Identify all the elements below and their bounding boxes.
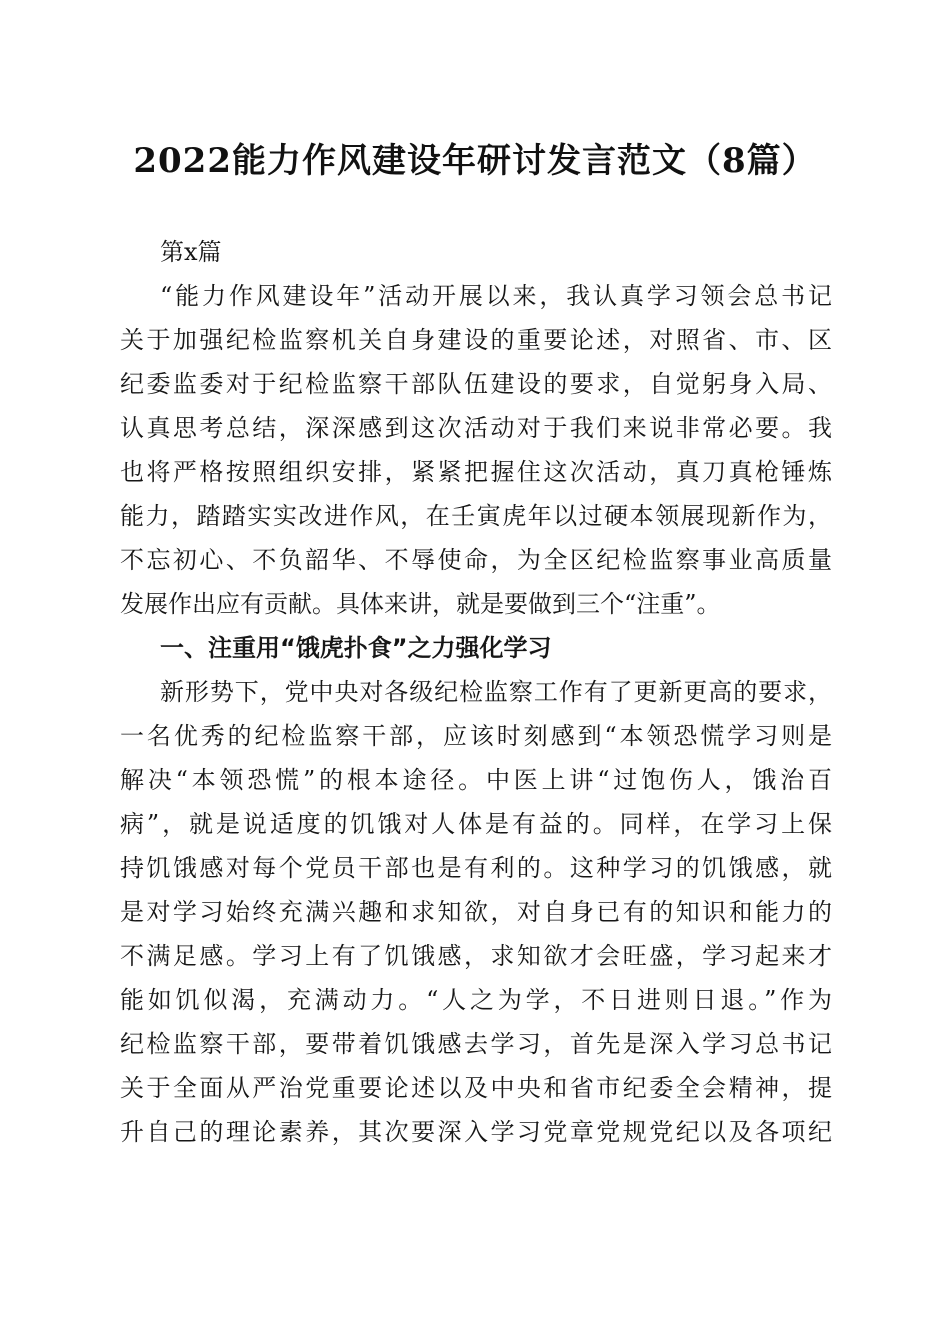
paragraph-line: 能力，踏踏实实改进作风，在壬寅虎年以过硬本领展现新作为， (120, 502, 832, 530)
paragraph-line: 持饥饿感对每个党员干部也是有利的。这种学习的饥饿感，就 (120, 854, 832, 882)
paragraph-line: 不忘初心、不负韶华、不辱使命，为全区纪检监察事业高质量 (120, 546, 832, 574)
paragraph-line: 纪委监委对于纪检监察干部队伍建设的要求，自觉躬身入局、 (120, 370, 832, 398)
paragraph-2 (120, 670, 832, 1154)
paragraph-line: 纪检监察干部，要带着饥饿感去学习，首先是深入学习总书记 (120, 1030, 832, 1058)
paragraph-line: 也将严格按照组织安排，紧紧把握住这次活动，真刀真枪锤炼 (120, 458, 832, 486)
paragraph-line: 升自己的理论素养，其次要深入学习党章党规党纪以及各项纪 (120, 1118, 832, 1146)
paragraph-line: 一名优秀的纪检监察干部，应该时刻感到“本领恐慌学习则是 (120, 722, 832, 750)
paragraph-line: 不满足感。学习上有了饥饿感，求知欲才会旺盛，学习起来才 (120, 942, 832, 970)
paragraph-1 (120, 274, 832, 626)
document-body (120, 230, 832, 1154)
paragraph-line: 能如饥似渴，充满动力。“人之为学，不日进则日退。”作为 (120, 986, 832, 1014)
paragraph-line: 认真思考总结，深深感到这次活动对于我们来说非常必要。我 (120, 414, 832, 442)
paragraph-line: 发展作出应有贡献。具体来讲，就是要做到三个“注重”。 (120, 590, 721, 618)
paragraph-line: 新形势下，党中央对各级纪检监察工作有了更新更高的要求， (160, 678, 832, 706)
paragraph-line: 关于全面从严治党重要论述以及中央和省市纪委全会精神，提 (120, 1074, 832, 1102)
paragraph-line: 是对学习始终充满兴趣和求知欲，对自身已有的知识和能力的 (120, 898, 832, 926)
document-title: 2022能力作风建设年研讨发言范文（8篇） (133, 141, 817, 181)
paragraph-line: “能力作风建设年”活动开展以来，我认真学习领会总书记 (160, 282, 832, 310)
section-label: 第x篇 (160, 238, 222, 266)
paragraph-line: 解决“本领恐慌”的根本途径。中医上讲“过饱伤人，饿治百 (120, 766, 832, 794)
paragraph-line: 关于加强纪检监察机关自身建设的重要论述，对照省、市、区 (120, 326, 832, 354)
section-heading: 一、注重用“饿虎扑食”之力强化学习 (160, 634, 552, 662)
paragraph-line: 病”，就是说适度的饥饿对人体是有益的。同样，在学习上保 (120, 810, 832, 838)
